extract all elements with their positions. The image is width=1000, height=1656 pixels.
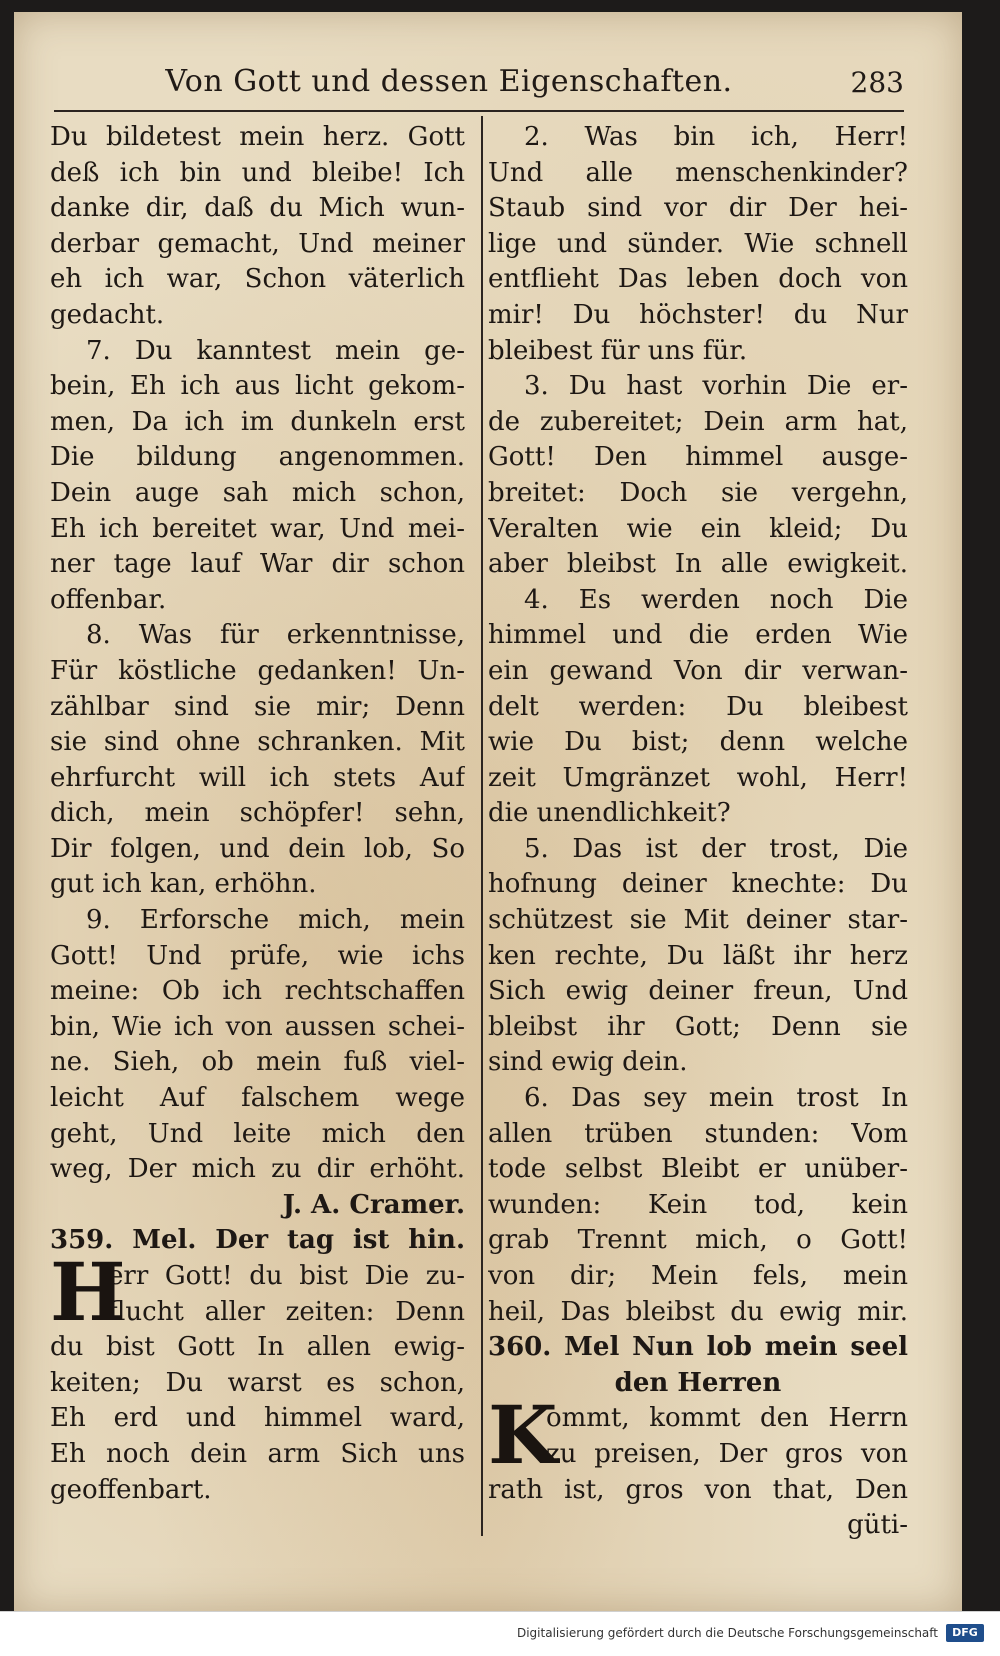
text-line: 8. Was für erkenntnisse, bbox=[86, 620, 465, 651]
text-line: breitet: Doch sie vergehn, bbox=[488, 477, 908, 508]
book-page bbox=[14, 12, 962, 1612]
text-line: J. A. Cramer. bbox=[282, 1189, 465, 1220]
text-line: bleibst ihr Gott; Denn sie bbox=[488, 1011, 908, 1042]
text-line: Dein auge sah mich schon, bbox=[50, 477, 465, 508]
text-line: gedacht. bbox=[50, 299, 165, 330]
text-line: ein gewand Von dir verwan- bbox=[488, 655, 908, 686]
text-line: Du bildetest mein herz. Gott bbox=[50, 122, 465, 152]
text-line: err Gott! du bist Die zu- bbox=[108, 1261, 465, 1291]
text-line: 6. Das sey mein trost In bbox=[524, 1083, 908, 1114]
page-title: Von Gott und dessen Eigenschaften. bbox=[165, 64, 733, 99]
text-line: Dir folgen, und dein lob, So bbox=[50, 833, 465, 864]
running-head bbox=[54, 60, 904, 112]
text-line: wunden: Kein tod, kein bbox=[488, 1189, 908, 1220]
text-line: Und alle menschenkinder? bbox=[488, 157, 908, 188]
text-line: 9. Erforsche mich, mein bbox=[86, 905, 465, 936]
text-line: 5. Das ist der trost, Die bbox=[524, 833, 908, 864]
text-line: ommt, kommt den Herrn bbox=[546, 1403, 908, 1434]
text-line: lige und sünder. Wie schnell bbox=[488, 228, 908, 259]
text-line: zählbar sind sie mir; Denn bbox=[50, 691, 465, 722]
text-line: Eh erd und himmel ward, bbox=[50, 1403, 465, 1434]
text-line: bleibest für uns für. bbox=[488, 335, 748, 366]
text-line: 4. Es werden noch Die bbox=[524, 584, 908, 615]
text-line: ehrfurcht will ich stets Auf bbox=[50, 762, 465, 793]
text-line: Staub sind vor dir Der hei- bbox=[488, 193, 908, 224]
text-line: Gott! Und prüfe, wie ichs bbox=[50, 940, 465, 971]
text-line: 2. Was bin ich, Herr! bbox=[524, 122, 908, 152]
text-line: rath ist, gros von that, Den bbox=[488, 1474, 908, 1505]
text-line: ne. Sieh, ob mein fuß viel- bbox=[50, 1047, 465, 1078]
text-line: sie sind ohne schranken. Mit bbox=[50, 727, 465, 758]
text-line: entflieht Das leben doch von bbox=[488, 264, 908, 295]
text-line: danke dir, daß du Mich wun- bbox=[50, 193, 465, 224]
text-line: zu preisen, Der gros von bbox=[546, 1438, 908, 1469]
text-line: grab Trennt mich, o Gott! bbox=[488, 1225, 908, 1256]
text-line: ken rechte, Du läßt ihr herz bbox=[488, 940, 908, 971]
text-line: flucht aller zeiten: Denn bbox=[108, 1296, 465, 1327]
text-line: schützest sie Mit deiner star- bbox=[488, 905, 908, 936]
text-line: wie Du bist; denn welche bbox=[488, 727, 908, 758]
dfg-logo: DFG bbox=[946, 1624, 984, 1642]
page-number: 283 bbox=[850, 66, 904, 99]
text-line: eh ich war, Schon väterlich bbox=[50, 264, 465, 295]
text-line: Die bildung angenommen. bbox=[50, 442, 465, 473]
text-line: Sich ewig deiner freun, Und bbox=[488, 976, 908, 1007]
text-line: die unendlichkeit? bbox=[488, 798, 731, 829]
text-line: derbar gemacht, Und meiner bbox=[50, 228, 465, 259]
text-line: Gott! Den himmel ausge- bbox=[488, 442, 908, 473]
text-line: Eh noch dein arm Sich uns bbox=[50, 1438, 465, 1469]
text-line: 360. Mel Nun lob mein seel bbox=[488, 1332, 908, 1363]
text-line: weg, Der mich zu dir erhöht. bbox=[50, 1154, 465, 1185]
left-column bbox=[50, 120, 465, 1540]
text-line: 359. Mel. Der tag ist hin. bbox=[50, 1225, 465, 1256]
text-line: Für köstliche gedanken! Un- bbox=[50, 655, 465, 686]
text-line: deß ich bin und bleibe! Ich bbox=[50, 157, 465, 188]
text-line: Eh ich bereitet war, Und mei- bbox=[50, 513, 465, 544]
text-line: von dir; Mein fels, mein bbox=[488, 1261, 908, 1291]
text-line: ner tage lauf War dir schon bbox=[50, 549, 465, 580]
text-line: leicht Auf falschem wege bbox=[50, 1083, 465, 1114]
funding-credit: Digitalisierung gefördert durch die Deutsche Forschungsgemeinschaft bbox=[516, 1626, 938, 1640]
right-column bbox=[488, 120, 908, 1540]
text-line: du bist Gott In allen ewig- bbox=[50, 1332, 465, 1363]
text-line: allen trüben stunden: Vom bbox=[488, 1118, 908, 1149]
text-line: offenbar. bbox=[50, 584, 167, 615]
text-line: geoffenbart. bbox=[50, 1474, 212, 1505]
column-divider bbox=[481, 116, 483, 1536]
text-line: keiten; Du warst es schon, bbox=[50, 1367, 465, 1398]
text-line: mir! Du höchster! du Nur bbox=[488, 299, 908, 330]
drop-cap: H bbox=[50, 1245, 126, 1340]
text-line: den Herren bbox=[614, 1367, 782, 1398]
text-line: aber bleibst In alle ewigkeit. bbox=[488, 549, 908, 580]
text-line: güti- bbox=[847, 1510, 908, 1540]
text-line: geht, Und leite mich den bbox=[50, 1118, 465, 1149]
text-line: gut ich kan, erhöhn. bbox=[50, 869, 317, 900]
text-line: Veralten wie ein kleid; Du bbox=[488, 513, 908, 544]
text-line: dich, mein schöpfer! sehn, bbox=[50, 798, 465, 829]
text-line: heil, Das bleibst du ewig mir. bbox=[488, 1296, 908, 1327]
text-line: hofnung deiner knechte: Du bbox=[488, 869, 908, 900]
text-line: tode selbst Bleibt er unüber- bbox=[488, 1154, 908, 1185]
text-line: de zubereitet; Dein arm hat, bbox=[488, 406, 908, 437]
text-line: bin, Wie ich von aussen schei- bbox=[50, 1011, 465, 1042]
text-line: zeit Umgränzet wohl, Herr! bbox=[488, 762, 908, 793]
drop-cap: K bbox=[488, 1387, 558, 1482]
text-line: himmel und die erden Wie bbox=[488, 620, 908, 651]
text-line: 3. Du hast vorhin Die er- bbox=[524, 371, 908, 402]
text-line: bein, Eh ich aus licht gekom- bbox=[50, 371, 465, 402]
text-line: sind ewig dein. bbox=[488, 1047, 688, 1078]
text-line: 7. Du kanntest mein ge- bbox=[86, 335, 465, 366]
text-line: men, Da ich im dunkeln erst bbox=[50, 406, 465, 437]
text-line: delt werden: Du bleibest bbox=[488, 691, 908, 722]
text-line: meine: Ob ich rechtschaffen bbox=[50, 976, 465, 1007]
footer-bar bbox=[0, 1611, 1000, 1656]
